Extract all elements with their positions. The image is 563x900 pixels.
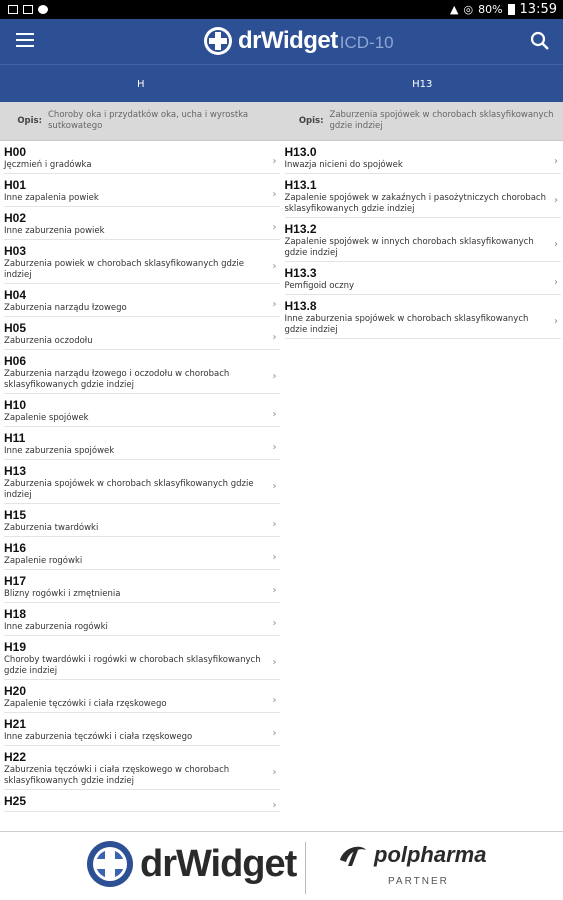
chevron-right-icon: ›: [272, 332, 277, 343]
image-icon: [23, 5, 33, 14]
app-logo: [203, 26, 394, 56]
list-item[interactable]: [285, 295, 562, 339]
mute-icon: ▲: [450, 3, 459, 16]
item-code: H19: [4, 640, 27, 654]
item-name: Zaburzenia twardówki: [4, 523, 99, 533]
chevron-right-icon: ›: [554, 194, 558, 206]
list-item[interactable]: [4, 603, 280, 636]
chevron-right-icon: ›: [272, 552, 277, 563]
notification-icon: [8, 5, 18, 14]
partner-label: PARTNER: [388, 876, 449, 887]
list-item[interactable]: [4, 570, 280, 603]
brand-title: drWidget: [238, 27, 338, 54]
app-bar: [0, 19, 563, 64]
list-item[interactable]: [4, 141, 280, 174]
item-code: H01: [4, 178, 27, 192]
chevron-right-icon: ›: [554, 315, 558, 327]
item-code: H17: [4, 574, 27, 588]
item-code: H10: [4, 398, 27, 412]
drwidget-footer-logo: [86, 840, 296, 888]
item-name: Inne zaburzenia spojówek: [4, 446, 115, 456]
item-name: Zapalenie rogówki: [4, 556, 83, 566]
list-item[interactable]: [285, 218, 562, 262]
item-code: H13.3: [284, 266, 317, 280]
chevron-right-icon: ›: [272, 156, 277, 167]
status-bar: [0, 0, 563, 19]
list-item[interactable]: [4, 537, 280, 570]
item-name: Inne zaburzenia rogówki: [4, 622, 108, 632]
list-item[interactable]: [4, 504, 280, 537]
polpharma-logo: [336, 840, 486, 887]
item-code: H13.2: [284, 222, 317, 236]
item-code: H13.8: [284, 299, 317, 313]
item-code: H25: [4, 794, 27, 808]
item-code: H02: [4, 211, 27, 225]
description-text: Choroby oka i przydatków oka, ucha i wyrostka sutkowatego: [48, 110, 249, 131]
item-code: H22: [4, 750, 27, 764]
item-name: Jęczmień i gradówka: [4, 160, 92, 170]
item-name: Zaburzenia narządu łzowego: [4, 303, 127, 313]
chevron-right-icon: ›: [272, 442, 277, 453]
list-item[interactable]: [4, 427, 280, 460]
list-item[interactable]: [285, 262, 562, 295]
item-name: Inne zaburzenia powiek: [4, 226, 105, 236]
item-code: H20: [4, 684, 27, 698]
item-code: H13.0: [284, 145, 317, 159]
list-item[interactable]: [4, 680, 280, 713]
footer-divider: [305, 842, 306, 894]
item-name: Zapalenie tęczówki i ciała rzęskowego: [4, 699, 167, 709]
chevron-right-icon: ›: [272, 656, 277, 668]
breadcrumb-tabs: [0, 64, 563, 102]
item-name: Zapalenie spojówek w innych chorobach sklasyfikowanych gdzie indziej: [284, 237, 534, 258]
chevron-right-icon: ›: [272, 799, 277, 811]
footer-banner: [0, 831, 563, 900]
item-name: Zaburzenia tęczówki i ciała rzęskowego w chorobach sklasyfikowanych gdzie indziej: [4, 765, 230, 786]
clock: 13:59: [519, 2, 557, 17]
item-name: Zaburzenia powiek w chorobach sklasyfikowanych gdzie indziej: [4, 259, 244, 280]
description-bar: [0, 102, 563, 141]
item-name: Pemfigoid oczny: [284, 281, 354, 291]
tab-h[interactable]: H: [136, 78, 145, 90]
item-name: Choroby twardówki i rogówki w chorobach sklasyfikowanych gdzie indziej: [4, 655, 261, 676]
footer-brand: drWidget: [140, 842, 297, 885]
tab-h13[interactable]: H13: [412, 78, 433, 90]
item-name: Zaburzenia narządu łzowego i oczodołu w chorobach sklasyfikowanych gdzie indziej: [4, 369, 230, 390]
list-item[interactable]: [4, 460, 280, 504]
list-item[interactable]: [4, 636, 280, 680]
list-item[interactable]: [4, 350, 280, 394]
item-code: H15: [4, 508, 27, 522]
list-item[interactable]: [285, 174, 562, 218]
list-item[interactable]: [4, 713, 280, 746]
code-lists: [0, 141, 563, 831]
drwidget-logo-icon: [203, 26, 233, 56]
chevron-right-icon: ›: [272, 409, 277, 420]
battery-level: 80%: [478, 3, 503, 16]
list-item[interactable]: [4, 284, 280, 317]
item-code: H18: [4, 607, 27, 621]
description-left: [0, 102, 282, 140]
chevron-right-icon: ›: [554, 156, 558, 167]
drwidget-logo-icon: [86, 840, 134, 888]
battery-icon: [508, 4, 515, 15]
description-label: Opis:: [298, 116, 324, 126]
list-item[interactable]: [285, 141, 562, 174]
item-code: H21: [4, 717, 27, 731]
chevron-right-icon: ›: [272, 189, 277, 200]
category-list: [0, 141, 282, 831]
chrome-icon: [38, 5, 48, 14]
list-item[interactable]: [4, 240, 280, 284]
subcategory-list: [282, 141, 563, 831]
item-code: H11: [4, 431, 26, 445]
item-name: Zapalenie spojówek: [4, 413, 89, 423]
description-text: Zaburzenia spojówek w chorobach sklasyfikowanych gdzie indziej: [329, 110, 554, 131]
item-name: Zapalenie spojówek w zakaźnych i pasożytniczych chorobach sklasyfikowanych gdzie indziej: [284, 193, 546, 214]
item-code: H13.1: [284, 178, 317, 192]
menu-icon[interactable]: [16, 33, 34, 49]
chevron-right-icon: ›: [272, 222, 277, 233]
list-item[interactable]: [4, 174, 280, 207]
chevron-right-icon: ›: [554, 238, 558, 250]
item-code: H00: [4, 145, 27, 159]
item-code: H13: [4, 464, 27, 478]
wifi-icon: ◎: [463, 3, 474, 16]
chevron-right-icon: ›: [272, 728, 277, 739]
item-name: Inne zapalenia powiek: [4, 193, 99, 203]
item-name: Inne zaburzenia tęczówki i ciała rzęskowego: [4, 732, 193, 742]
chevron-right-icon: ›: [272, 766, 277, 778]
brand-subtitle: ICD-10: [339, 33, 394, 52]
list-item[interactable]: [4, 394, 280, 427]
chevron-right-icon: ›: [272, 695, 277, 706]
list-item[interactable]: [4, 790, 280, 812]
chevron-right-icon: ›: [554, 277, 558, 288]
item-code: H05: [4, 321, 27, 335]
item-code: H04: [4, 288, 27, 302]
search-icon[interactable]: [529, 30, 551, 52]
partner-name: polpharma: [374, 842, 487, 867]
item-code: H06: [4, 354, 27, 368]
list-item[interactable]: [4, 746, 280, 790]
chevron-right-icon: ›: [272, 519, 277, 530]
item-name: Zaburzenia spojówek w chorobach sklasyfikowanych gdzie indziej: [4, 479, 254, 500]
item-name: Blizny rogówki i zmętnienia: [4, 589, 121, 599]
item-code: H16: [4, 541, 27, 555]
polpharma-logo-icon: [336, 840, 370, 870]
list-item[interactable]: [4, 317, 280, 350]
chevron-right-icon: ›: [272, 260, 277, 272]
chevron-right-icon: ›: [272, 299, 277, 310]
item-name: Inne zaburzenia spojówek w chorobach sklasyfikowanych gdzie indziej: [284, 314, 529, 335]
item-name: Inwazja nicieni do spojówek: [284, 160, 403, 170]
item-name: Zaburzenia oczodołu: [4, 336, 93, 346]
chevron-right-icon: ›: [272, 618, 277, 629]
chevron-right-icon: ›: [272, 370, 277, 382]
chevron-right-icon: ›: [272, 480, 277, 492]
description-right: [282, 102, 563, 140]
item-code: H03: [4, 244, 27, 258]
list-item[interactable]: [4, 207, 280, 240]
description-label: Opis:: [17, 116, 42, 126]
chevron-right-icon: ›: [272, 585, 277, 596]
